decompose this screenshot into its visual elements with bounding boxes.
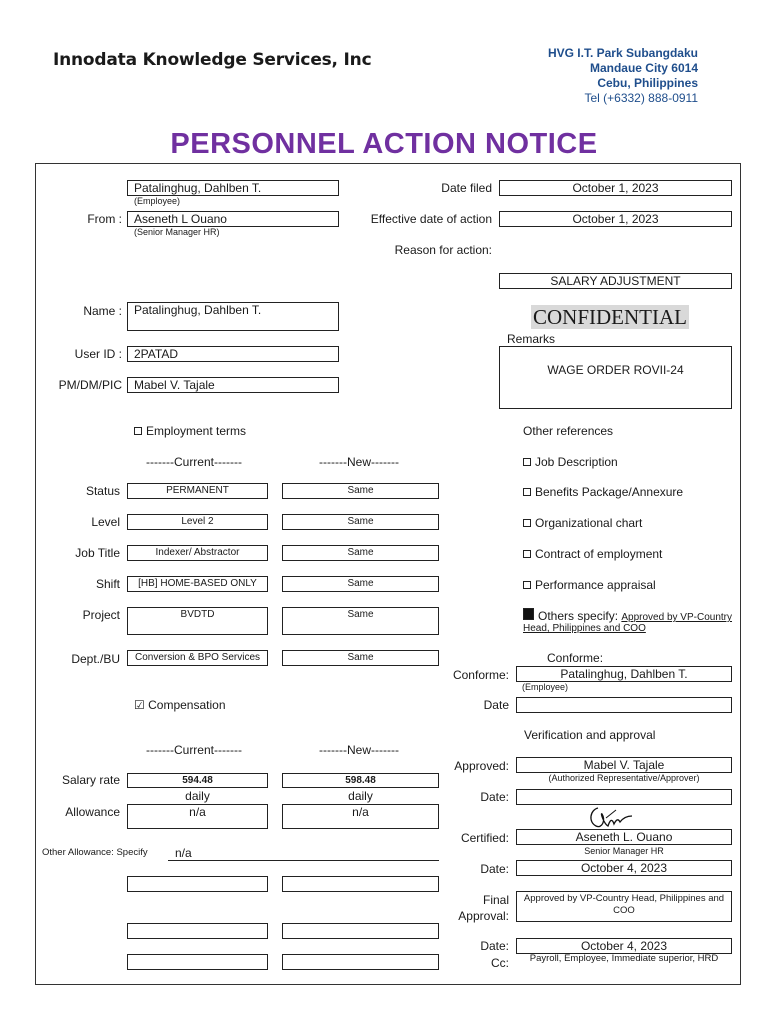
pm-label: PM/DM/PIC (58, 378, 122, 392)
effective-date-field[interactable]: October 1, 2023 (499, 211, 732, 227)
certified-date-field[interactable]: October 4, 2023 (516, 860, 732, 876)
project-current-field[interactable]: BVDTD (127, 607, 268, 635)
conforme-field[interactable]: Patalinghug, Dahlben T. (516, 666, 732, 682)
conforme-date-label: Date (483, 698, 509, 712)
remarks-label: Remarks (507, 332, 556, 346)
ref-job-description[interactable] (523, 455, 618, 469)
job-title-current-field[interactable]: Indexer/ Abstractor (127, 545, 268, 561)
employee-field[interactable]: Patalinghug, Dahlben T. (127, 180, 339, 196)
job-title-new-field[interactable]: Same (282, 545, 439, 561)
ref-label: Benefits Package/Annexure (535, 485, 684, 499)
checkbox-icon (523, 458, 531, 466)
ref-benefits-package[interactable] (523, 485, 683, 499)
ref-label: Job Description (535, 455, 618, 469)
final-approval-field[interactable]: Approved by VP-Country Head, Philippines and COO (516, 891, 732, 922)
extra-new-field-1[interactable] (282, 876, 439, 892)
salary-current-field[interactable]: 594.48 (127, 773, 268, 788)
comp-current-header: -------Current------- (146, 743, 242, 757)
checkbox-icon (523, 488, 531, 496)
approved-caption: (Authorized Representative/Approver) (548, 773, 700, 783)
date-filed-label: Date filed (441, 181, 492, 195)
from-caption: (Senior Manager HR) (134, 227, 220, 237)
final-label-1: Final (482, 893, 509, 907)
other-allowance-value[interactable]: n/a (175, 846, 192, 860)
shift-new-field[interactable]: Same (282, 576, 439, 592)
salary-rate-label: Salary rate (61, 773, 120, 787)
certified-caption: Senior Manager HR (584, 846, 664, 856)
date-filed-field[interactable]: October 1, 2023 (499, 180, 732, 196)
compensation-checkbox[interactable] (134, 698, 226, 712)
certified-field[interactable]: Aseneth L. Ouano (516, 829, 732, 845)
approved-date-label: Date: (480, 790, 509, 804)
address-line-1: HVG I.T. Park Subangdaku (547, 46, 698, 60)
employee-caption: (Employee) (134, 196, 181, 206)
compensation-label: Compensation (148, 698, 226, 712)
extra-current-field-3[interactable] (127, 954, 268, 970)
other-allowance-line (168, 860, 439, 861)
ref-contract[interactable] (523, 547, 662, 561)
current-header: -------Current------- (146, 455, 242, 469)
dept-label: Dept./BU (71, 652, 120, 666)
level-label: Level (91, 515, 120, 529)
ref-label: Organizational chart (535, 516, 643, 530)
checkbox-checked-icon: ☑ (134, 698, 145, 712)
ref-label: Contract of employment (535, 547, 663, 561)
new-header: -------New------- (319, 455, 399, 469)
extra-current-field-1[interactable] (127, 876, 268, 892)
name-label: Name : (83, 304, 122, 318)
name-field[interactable]: Patalinghug, Dahlben T. (127, 302, 339, 331)
remarks-field[interactable]: WAGE ORDER ROVII-24 (499, 346, 732, 409)
project-new-field[interactable]: Same (282, 607, 439, 635)
ref-organizational-chart[interactable] (523, 516, 642, 530)
approved-field[interactable]: Mabel V. Tajale (516, 757, 732, 773)
final-date-label: Date: (480, 939, 509, 953)
others-value-1: Approved by VP-Country (621, 612, 732, 623)
comp-new-header: -------New------- (319, 743, 399, 757)
approved-label: Approved: (454, 759, 509, 773)
reason-field[interactable]: SALARY ADJUSTMENT (499, 273, 732, 289)
from-field[interactable]: Aseneth L Ouano (127, 211, 339, 227)
verification-heading: Verification and approval (524, 728, 656, 742)
ref-others-specify[interactable] (523, 608, 732, 623)
allowance-new-field[interactable]: n/a (282, 804, 439, 829)
project-label: Project (82, 608, 120, 622)
others-value-2: Head, Philippines and COO (523, 623, 646, 634)
dept-new-field[interactable]: Same (282, 650, 439, 666)
from-label: From : (87, 212, 122, 226)
status-label: Status (85, 484, 120, 498)
approved-date-field[interactable] (516, 789, 732, 805)
employment-terms-label: Employment terms (146, 424, 247, 438)
salary-new-field[interactable]: 598.48 (282, 773, 439, 788)
salary-current-unit: daily (185, 789, 210, 803)
extra-current-field-2[interactable] (127, 923, 268, 939)
certified-date-label: Date: (480, 862, 509, 876)
allowance-current-field[interactable]: n/a (127, 804, 268, 829)
reason-label: Reason for action: (394, 243, 492, 257)
extra-new-field-2[interactable] (282, 923, 439, 939)
signature-mark (586, 804, 636, 832)
level-current-field[interactable]: Level 2 (127, 514, 268, 530)
status-new-field[interactable]: Same (282, 483, 439, 499)
final-date-field[interactable]: October 4, 2023 (516, 938, 732, 954)
userid-label: User ID : (74, 347, 122, 361)
cc-label: Cc: (491, 956, 509, 970)
ref-label: Performance appraisal (535, 578, 656, 592)
conforme-caption: (Employee) (522, 682, 569, 692)
checkbox-icon (134, 427, 142, 435)
other-references-label: Other references (523, 424, 614, 438)
address-line-2: Mandaue City 6014 (589, 61, 698, 75)
conforme-heading: Conforme: (547, 651, 604, 665)
telephone: Tel (+6332) 888-0911 (584, 91, 698, 105)
certified-label: Certified: (460, 831, 509, 845)
company-name: Innodata Knowledge Services, Inc (53, 50, 372, 70)
employment-terms-checkbox[interactable] (134, 424, 246, 438)
dept-current-field[interactable]: Conversion & BPO Services (127, 650, 268, 666)
userid-field[interactable]: 2PATAD (127, 346, 339, 362)
conforme-label: Conforme: (452, 668, 509, 682)
shift-current-field[interactable]: [HB] HOME-BASED ONLY (127, 576, 268, 592)
extra-new-field-3[interactable] (282, 954, 439, 970)
final-label-2: Approval: (458, 909, 509, 923)
level-new-field[interactable]: Same (282, 514, 439, 530)
checkbox-icon (523, 581, 531, 589)
effective-date-label: Effective date of action (370, 212, 492, 226)
confidential-stamp: CONFIDENTIAL (533, 305, 687, 329)
pm-field[interactable]: Mabel V. Tajale (127, 377, 339, 393)
other-allowance-label: Other Allowance: Specify (42, 847, 148, 858)
shift-label: Shift (95, 577, 120, 591)
checkbox-icon (523, 550, 531, 558)
address-line-3: Cebu, Philippines (597, 76, 698, 90)
cc-value: Payroll, Employee, Immediate superior, HRD (529, 953, 719, 964)
document-title: PERSONNEL ACTION NOTICE (170, 128, 598, 160)
ref-performance-appraisal[interactable] (523, 578, 656, 592)
salary-new-unit: daily (348, 789, 373, 803)
others-label: Others specify: (538, 609, 619, 623)
checkbox-checked-icon (523, 608, 534, 620)
checkbox-icon (523, 519, 531, 527)
status-current-field[interactable]: PERMANENT (127, 483, 268, 499)
allowance-label: Allowance (65, 805, 120, 819)
job-title-label: Job Title (75, 546, 120, 560)
conforme-date-field[interactable] (516, 697, 732, 713)
